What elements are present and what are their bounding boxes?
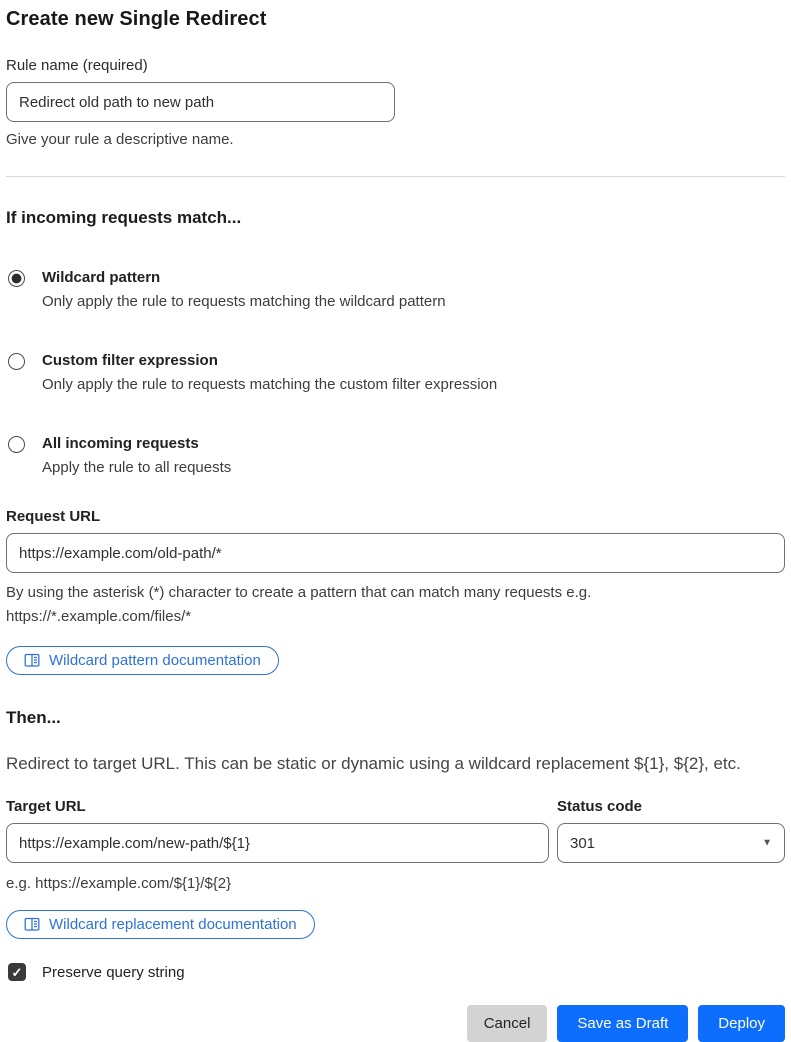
match-type-radio-group	[6, 268, 785, 478]
book-icon	[24, 653, 40, 668]
all-requests-radio[interactable]	[8, 436, 25, 453]
chevron-down-icon: ▼	[762, 837, 772, 849]
rule-name-label: Rule name (required)	[6, 57, 148, 74]
target-url-helper: e.g. https://example.com/${1}/${2}	[6, 875, 232, 892]
request-url-label: Request URL	[6, 508, 101, 525]
section-divider	[6, 176, 785, 177]
request-url-input[interactable]	[6, 533, 785, 573]
checkbox-checked-icon[interactable]	[8, 963, 26, 981]
radio-description: Only apply the rule to requests matching the wildcard pattern	[42, 293, 446, 310]
status-code-select[interactable]	[557, 823, 785, 863]
wildcard-pattern-radio[interactable]	[8, 270, 25, 287]
target-url-input[interactable]	[6, 823, 549, 863]
rule-name-helper: Give your rule a descriptive name.	[6, 131, 234, 148]
doc-button-label: Wildcard replacement documentation	[49, 916, 297, 933]
preserve-query-checkbox-row[interactable]	[6, 963, 785, 981]
then-description: Redirect to target URL. This can be static or dynamic using a wildcard replacement ${1}, ${2}, etc.	[6, 754, 741, 773]
radio-option-all-requests[interactable]	[6, 434, 785, 478]
cancel-button[interactable]: Cancel	[467, 1005, 548, 1042]
save-as-draft-button[interactable]: Save as Draft	[557, 1005, 688, 1042]
target-url-group	[6, 798, 549, 895]
rule-name-group	[6, 57, 785, 151]
wildcard-replacement-docs-button[interactable]	[6, 910, 315, 939]
target-url-label: Target URL	[6, 798, 86, 815]
match-section-heading: If incoming requests match...	[6, 208, 242, 227]
radio-description: Apply the rule to all requests	[42, 459, 232, 476]
deploy-button[interactable]: Deploy	[698, 1005, 785, 1042]
check-icon: ✓	[11, 964, 23, 980]
request-url-helper-line2: https://*.example.com/files/*	[6, 608, 192, 625]
preserve-query-label: Preserve query string	[42, 963, 185, 981]
wildcard-pattern-docs-button[interactable]	[6, 646, 279, 675]
radio-label: All incoming requests	[42, 435, 199, 452]
status-code-group	[557, 798, 785, 895]
target-row	[6, 798, 785, 895]
then-section-heading: Then...	[6, 708, 61, 727]
rule-name-input[interactable]	[6, 82, 395, 122]
doc-button-label: Wildcard pattern documentation	[49, 652, 261, 669]
page-title: Create new Single Redirect	[6, 8, 267, 30]
radio-option-custom-filter[interactable]	[6, 351, 785, 395]
radio-description: Only apply the rule to requests matching the custom filter expression	[42, 376, 498, 393]
footer-actions	[6, 1005, 785, 1042]
book-icon	[24, 917, 40, 932]
radio-option-wildcard-pattern[interactable]	[6, 268, 785, 312]
request-url-helper-line1: By using the asterisk (*) character to create a pattern that can match many requests e.g.	[6, 584, 592, 601]
radio-label: Custom filter expression	[42, 352, 218, 369]
request-url-group	[6, 508, 785, 628]
status-code-label: Status code	[557, 798, 643, 815]
custom-filter-radio[interactable]	[8, 353, 25, 370]
radio-label: Wildcard pattern	[42, 269, 161, 286]
